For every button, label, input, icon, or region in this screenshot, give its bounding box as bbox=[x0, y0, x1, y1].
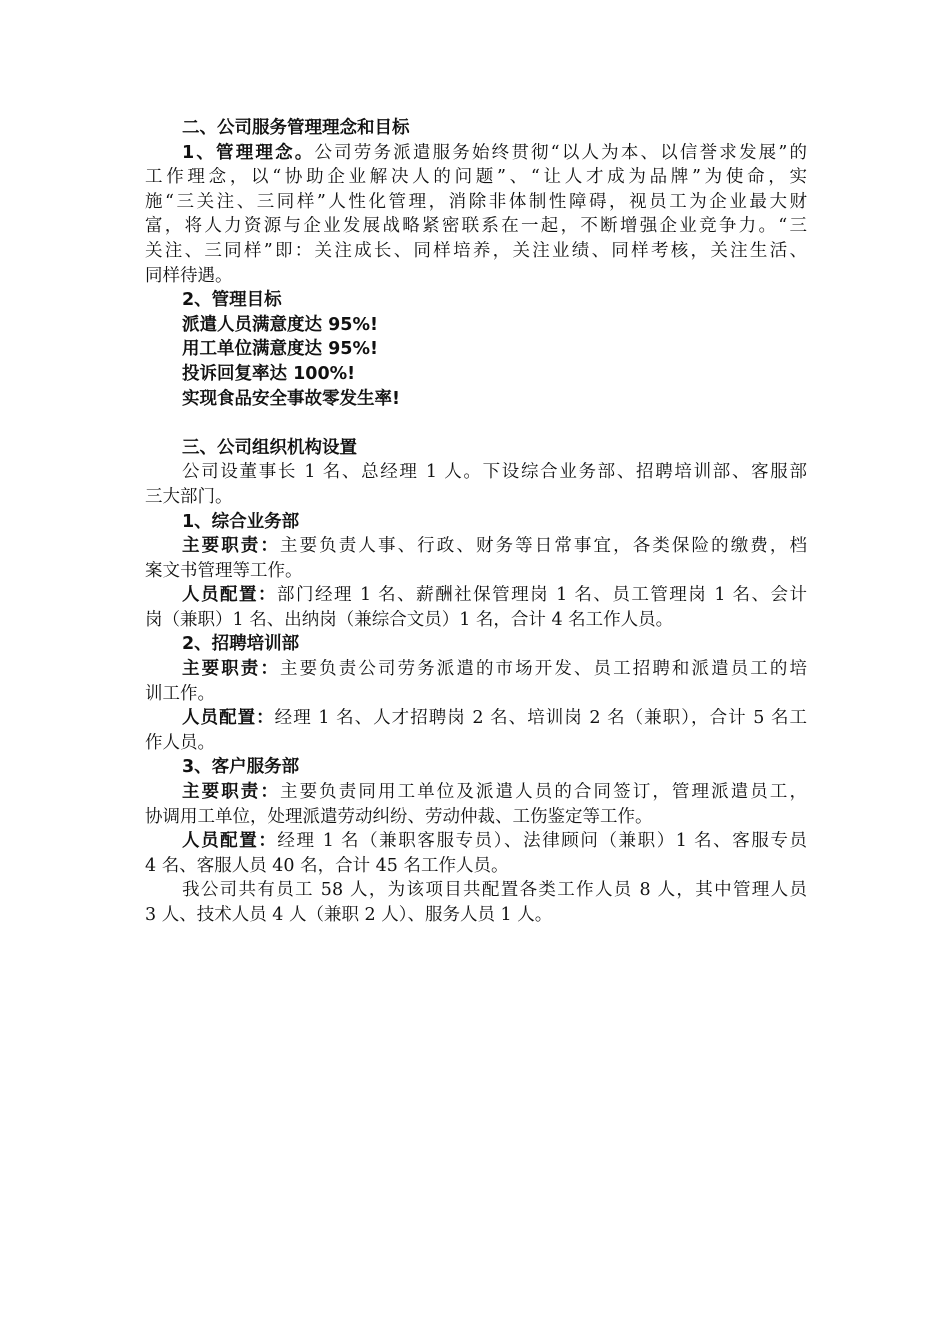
paragraph-line: 主要职责：主要负责公司劳务派遣的市场开发、员工招聘和派遣员工的培 bbox=[182, 659, 807, 680]
duty-label: 主要职责： bbox=[182, 782, 280, 803]
paragraph-line: 人员配置：经理 1 名（兼职客服专员）、法律顾问（兼职）1 名、客服专员 bbox=[182, 831, 807, 852]
duty-label: 主要职责： bbox=[182, 659, 280, 680]
paragraph-line: 岗（兼职）1 名、出纳岗（兼综合文员）1 名，合计 4 名工作人员。 bbox=[145, 609, 674, 630]
paragraph-line: 工作理念，以“协助企业解决人的问题”、“让人才成为品牌”为使命，实 bbox=[145, 167, 807, 188]
paragraph-line: 我公司共有员工 58 人，为该项目共配置各类工作人员 8 人，其中管理人员 bbox=[182, 880, 807, 901]
paragraph-line: 同样待遇。 bbox=[145, 265, 233, 286]
paragraph-line: 关注、三同样”即：关注成长、同样培养，关注业绩、同样考核，关注生活、 bbox=[145, 240, 807, 261]
document-page bbox=[145, 116, 807, 928]
paragraph-line: 主要职责：主要负责人事、行政、财务等日常事宜，各类保险的缴费，档 bbox=[182, 536, 807, 557]
paragraph-line: 3 人、技术人员 4 人（兼职 2 人）、服务人员 1 人。 bbox=[145, 905, 553, 925]
goal-item: 实现食品安全事故零发生率! bbox=[182, 388, 400, 409]
paragraph-label: 1、管理理念。 bbox=[182, 142, 315, 163]
paragraph-line: 主要职责：主要负责同用工单位及派遣人员的合同签订，管理派遣员工， bbox=[182, 782, 807, 803]
section-heading-2: 二、公司服务管理理念和目标 bbox=[182, 118, 410, 138]
paragraph-line: 三大部门。 bbox=[145, 486, 233, 507]
goal-item: 派遣人员满意度达 95%! bbox=[182, 314, 378, 335]
dept-title: 3、客户服务部 bbox=[182, 757, 300, 778]
paragraph-line: 协调用工单位，处理派遣劳动纠纷、劳动仲裁、工伤鉴定等工作。 bbox=[145, 806, 653, 827]
paragraph-line: 公司设董事长 1 名、总经理 1 人。下设综合业务部、招聘培训部、客服部 bbox=[182, 462, 807, 483]
paragraph-line: 富，将人力资源与企业发展战略紧密联系在一起，不断增强企业竞争力。“三 bbox=[145, 216, 807, 237]
paragraph-line: 人员配置：部门经理 1 名、薪酬社保管理岗 1 名、员工管理岗 1 名、会计 bbox=[182, 585, 808, 606]
dept-title: 2、招聘培训部 bbox=[182, 634, 300, 655]
staff-label: 人员配置： bbox=[182, 831, 278, 852]
section-heading-3: 三、公司组织机构设置 bbox=[182, 437, 357, 458]
staff-label: 人员配置： bbox=[182, 585, 277, 606]
subheading: 2、管理目标 bbox=[182, 290, 282, 311]
dept-title: 1、综合业务部 bbox=[182, 511, 300, 532]
paragraph-line: 人员配置：经理 1 名、人才招聘岗 2 名、培训岗 2 名（兼职），合计 5 名工 bbox=[182, 708, 807, 729]
paragraph-line: 作人员。 bbox=[145, 732, 215, 753]
paragraph-line: 1、管理理念。公司劳务派遣服务始终贯彻“以人为本、以信誉求发展”的 bbox=[182, 142, 807, 163]
paragraph-line: 4 名、客服人员 40 名，合计 45 名工作人员。 bbox=[145, 855, 509, 876]
paragraph-line: 训工作。 bbox=[145, 683, 215, 704]
duty-label: 主要职责： bbox=[182, 536, 280, 557]
goal-item: 用工单位满意度达 95%! bbox=[182, 339, 378, 360]
paragraph-line: 案文书管理等工作。 bbox=[145, 560, 303, 581]
goal-item: 投诉回复率达 100%! bbox=[182, 363, 356, 384]
staff-label: 人员配置： bbox=[182, 708, 275, 729]
paragraph-line: 施“三关注、三同样”人性化管理，消除非体制性障碍，视员工为企业最大财 bbox=[145, 191, 807, 212]
blank-line bbox=[145, 411, 807, 436]
